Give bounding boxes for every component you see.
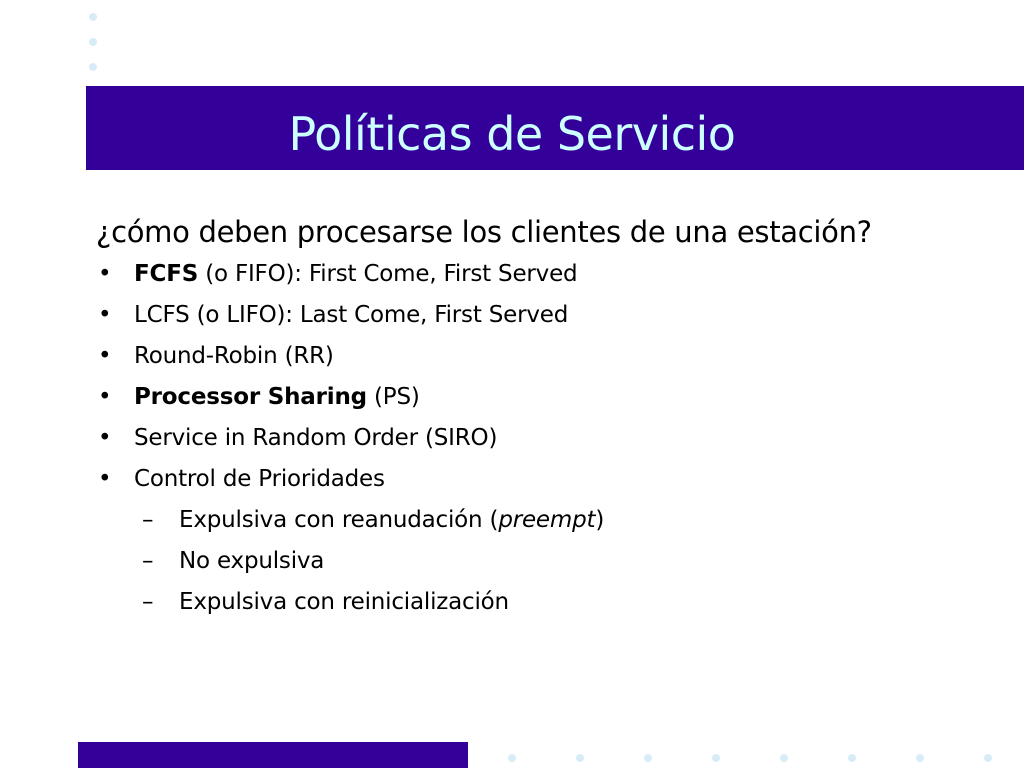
sub-bullet-italic-term: preempt	[498, 507, 596, 533]
sub-list-item	[96, 541, 996, 582]
bullet-text: LCFS (o LIFO): Last Come, First Served	[134, 302, 569, 328]
bullet-text: Round-Robin (RR)	[134, 343, 334, 369]
bullet-text: Control de Prioridades	[134, 466, 385, 492]
bullet-text: Service in Random Order (SIRO)	[134, 425, 498, 451]
bullet-icon: •	[98, 302, 112, 328]
footer-bar	[78, 742, 468, 768]
bullet-icon: •	[98, 384, 112, 410]
bullet-text: (o FIFO): First Come, First Served	[198, 261, 578, 287]
bullet-icon: •	[98, 466, 112, 492]
decor-dot	[916, 754, 924, 762]
decor-dot	[848, 754, 856, 762]
bullet-list	[96, 254, 996, 500]
bullet-bold-term: FCFS	[134, 261, 199, 287]
decor-dot	[576, 754, 584, 762]
decor-dot	[508, 754, 516, 762]
intro-question: ¿cómo deben procesarse los clientes de una estación?	[96, 215, 872, 249]
decor-dot	[712, 754, 720, 762]
decor-dot	[780, 754, 788, 762]
sub-bullet-text: Expulsiva con reanudación (	[179, 507, 499, 533]
sub-list-item	[96, 582, 996, 623]
dash-icon: –	[142, 507, 154, 533]
sub-bullet-text: No expulsiva	[179, 548, 325, 574]
list-item	[96, 254, 996, 295]
slide-content	[96, 210, 996, 623]
sub-list-item	[96, 500, 996, 541]
bullet-icon: •	[98, 425, 112, 451]
bullet-bold-term: Processor Sharing	[134, 384, 367, 410]
list-item	[96, 418, 996, 459]
decor-dot	[984, 754, 992, 762]
decor-dot	[644, 754, 652, 762]
dash-icon: –	[142, 589, 154, 615]
list-item	[96, 336, 996, 377]
decor-dot	[89, 13, 97, 21]
bullet-icon: •	[98, 261, 112, 287]
bullet-icon: •	[98, 343, 112, 369]
bullet-text: (PS)	[366, 384, 420, 410]
list-item	[96, 377, 996, 418]
title-band	[86, 86, 1024, 170]
list-item	[96, 295, 996, 336]
dash-icon: –	[142, 548, 154, 574]
list-item	[96, 459, 996, 500]
decor-dot	[89, 38, 97, 46]
sub-bullet-list	[96, 500, 996, 623]
sub-bullet-text: Expulsiva con reinicialización	[179, 589, 509, 615]
slide-title: Políticas de Servicio	[288, 107, 736, 161]
decor-dot	[89, 63, 97, 71]
sub-bullet-text-after: )	[595, 507, 605, 533]
